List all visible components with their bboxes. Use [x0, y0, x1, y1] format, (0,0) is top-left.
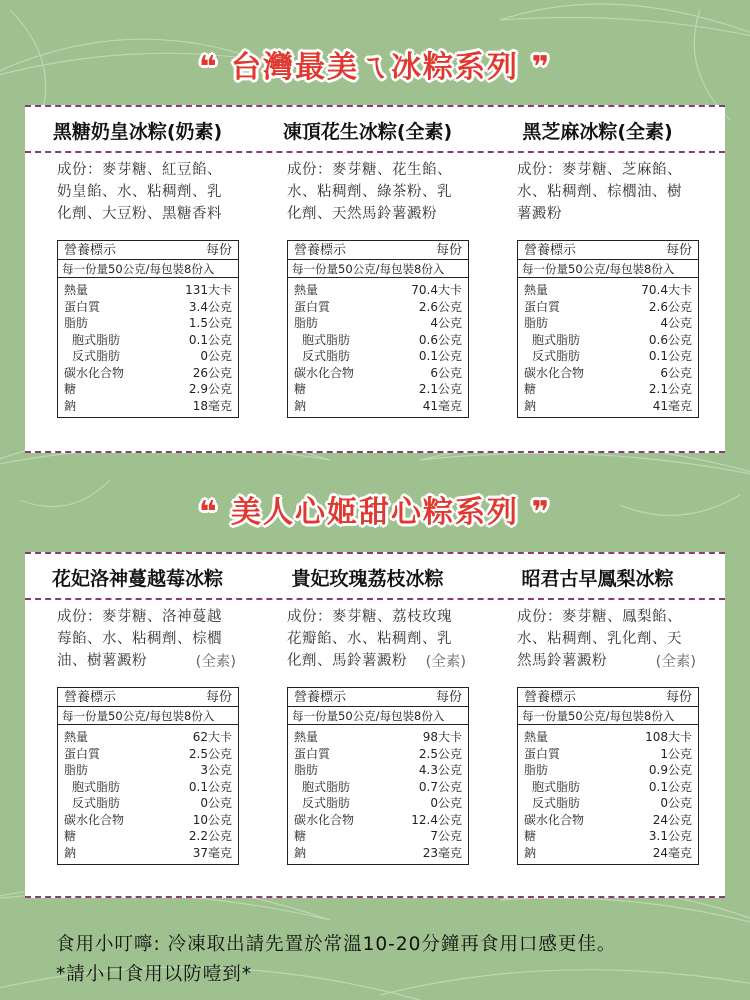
ingredients — [287, 159, 479, 225]
nutrient-value: 3公克 — [200, 763, 232, 777]
nutrient-label: 胞式脂肪 — [302, 779, 351, 794]
nutrition-title: 營養標示 — [524, 243, 577, 258]
nutrient-label: 反式脂肪 — [302, 349, 351, 363]
ingredients-line: 水、粘稠劑、綠茶粉、乳 — [287, 184, 452, 200]
ingredients-line: 水、粘稠劑、乳化劑、天 — [517, 631, 682, 647]
nutrient-label: 碳水化合物 — [524, 812, 585, 827]
nutrient-label: 脂肪 — [294, 763, 319, 777]
nutrient-value: 6公克 — [430, 365, 462, 380]
serving-size: 每一份量50公克/每包裝8份入 — [288, 260, 468, 278]
nutrient-label: 反式脂肪 — [72, 796, 121, 810]
ingredients-line: 化劑、馬鈴薯澱粉 — [287, 653, 407, 669]
nutrient-value: 0.6公克 — [648, 332, 692, 347]
nutrient-value: 1公克 — [660, 746, 692, 761]
quote-open-icon: ❝ — [198, 495, 219, 530]
nutrition-title: 營養標示 — [524, 690, 577, 705]
nutrient-value: 131大卡 — [185, 283, 232, 297]
nutrient-label: 脂肪 — [294, 316, 319, 330]
nutrient-label: 鈉 — [64, 845, 77, 860]
nutrient-value: 41毫克 — [652, 398, 692, 413]
nutrient-label: 蛋白質 — [64, 746, 101, 761]
nutrient-value: 1.5公克 — [188, 316, 232, 330]
nutrient-label: 反式脂肪 — [532, 349, 581, 363]
per-serving-label: 每份 — [665, 243, 692, 258]
nutrient-label: 鈉 — [524, 398, 537, 413]
nutrient-value: 18毫克 — [192, 398, 232, 413]
product-name: 凍頂花生冰粽(全素) — [282, 121, 453, 143]
nutrient-label: 蛋白質 — [524, 299, 561, 314]
nutrient-value: 108大卡 — [645, 730, 692, 744]
ingredients-line: 成份：麥芽糖、洛神蔓越 — [57, 609, 222, 625]
nutrient-value: 2.6公克 — [418, 299, 462, 314]
per-serving-label: 每份 — [665, 690, 692, 705]
product-panel — [25, 105, 725, 453]
nutrient-value: 0.1公克 — [188, 779, 232, 794]
nutrient-label: 反式脂肪 — [302, 796, 351, 810]
ingredients-line: 奶皇餡、水、粘稠劑、乳 — [57, 184, 222, 200]
nutrient-label: 熱量 — [294, 283, 319, 297]
divider — [25, 151, 725, 153]
nutrient-label: 脂肪 — [64, 763, 89, 777]
nutrient-value: 2.6公克 — [648, 299, 692, 314]
per-serving-label: 每份 — [435, 243, 462, 258]
nutrient-label: 蛋白質 — [294, 299, 331, 314]
ingredients-line: 薯澱粉 — [517, 206, 562, 222]
tip-line: 食用小叮嚀: 冷凍取出請先置於常溫10-20分鐘再食用口感更佳。 — [56, 934, 617, 955]
nutrient-label: 脂肪 — [64, 316, 89, 330]
nutrient-value: 4公克 — [660, 316, 692, 330]
nutrition-label — [517, 240, 699, 418]
nutrient-label: 糖 — [64, 829, 77, 843]
series-title — [0, 42, 750, 86]
nutrient-label: 熱量 — [64, 730, 89, 744]
nutrient-value: 0.1公克 — [418, 349, 462, 363]
per-serving-label: 每份 — [435, 690, 462, 705]
ingredients — [57, 159, 249, 225]
ingredients-line: 成份：麥芽糖、花生餡、 — [287, 162, 452, 178]
series-title-text: 台灣最美ㄟ冰粽系列 — [231, 50, 519, 85]
nutrient-value: 3.1公克 — [648, 829, 692, 843]
nutrient-value: 2.1公克 — [418, 382, 462, 396]
diet-tag: (全素) — [195, 654, 236, 670]
nutrient-label: 碳水化合物 — [64, 365, 125, 380]
product-name: 昭君古早鳳梨冰粽 — [521, 568, 674, 590]
nutrient-label: 蛋白質 — [294, 746, 331, 761]
nutrient-label: 碳水化合物 — [294, 365, 355, 380]
nutrient-label: 鈉 — [64, 398, 77, 413]
nutrient-label: 糖 — [294, 829, 307, 843]
nutrient-value: 0.1公克 — [648, 349, 692, 363]
ingredients-line: 莓餡、水、粘稠劑、棕櫚 — [57, 631, 222, 647]
nutrient-value: 0.1公克 — [188, 332, 232, 347]
serving-size: 每一份量50公克/每包裝8份入 — [288, 707, 468, 725]
product-name: 黑糖奶皇冰粽(奶素) — [52, 121, 223, 143]
nutrient-value: 0.7公克 — [418, 779, 462, 794]
nutrient-label: 胞式脂肪 — [532, 779, 581, 794]
nutrient-value: 70.4大卡 — [411, 283, 462, 297]
nutrient-label: 胞式脂肪 — [302, 332, 351, 347]
series-title — [0, 487, 750, 531]
ingredients-line: 成份：麥芽糖、紅豆餡、 — [57, 162, 222, 178]
ingredients-line: 然馬鈴薯澱粉 — [517, 653, 607, 669]
nutrient-label: 碳水化合物 — [524, 365, 585, 380]
nutrient-value: 0公克 — [200, 796, 232, 810]
eating-tips — [56, 930, 716, 990]
nutrient-value: 10公克 — [192, 812, 232, 827]
nutrient-label: 糖 — [294, 382, 307, 396]
nutrient-value: 0公克 — [430, 796, 462, 810]
nutrient-label: 熱量 — [524, 283, 549, 297]
diet-tag: (全素) — [425, 654, 466, 670]
ingredients-line: 花瓣餡、水、粘稠劑、乳 — [287, 631, 452, 647]
nutrient-label: 胞式脂肪 — [532, 332, 581, 347]
nutrient-label: 脂肪 — [524, 763, 549, 777]
nutrient-value: 3.4公克 — [188, 299, 232, 314]
nutrient-label: 蛋白質 — [524, 746, 561, 761]
nutrient-label: 熱量 — [294, 730, 319, 744]
ingredients-line: 成份：麥芽糖、芝麻餡、 — [517, 162, 682, 178]
nutrient-value: 0.1公克 — [648, 779, 692, 794]
serving-size: 每一份量50公克/每包裝8份入 — [58, 707, 238, 725]
serving-size: 每一份量50公克/每包裝8份入 — [58, 260, 238, 278]
ingredients-line: 化劑、大豆粉、黑糖香料 — [57, 206, 222, 222]
ingredients-line: 化劑、天然馬鈴薯澱粉 — [287, 206, 437, 222]
ingredients-line: 成份：麥芽糖、荔枝玫瑰 — [287, 609, 452, 625]
nutrient-value: 2.2公克 — [188, 829, 232, 843]
nutrient-value: 23毫克 — [422, 845, 462, 860]
nutrient-label: 碳水化合物 — [64, 812, 125, 827]
nutrient-value: 41毫克 — [422, 398, 462, 413]
nutrient-value: 0公克 — [660, 796, 692, 810]
nutrition-label — [57, 240, 239, 418]
nutrient-value: 0公克 — [200, 349, 232, 363]
nutrient-label: 鈉 — [524, 845, 537, 860]
nutrition-title: 營養標示 — [64, 690, 117, 705]
nutrition-label — [287, 687, 469, 865]
series-title-text: 美人心姬甜心粽系列 — [231, 495, 519, 530]
nutrient-label: 糖 — [524, 382, 537, 396]
nutrient-value: 4公克 — [430, 316, 462, 330]
nutrient-value: 62大卡 — [192, 730, 232, 744]
product-panel — [25, 552, 725, 898]
divider — [25, 598, 725, 600]
nutrient-label: 糖 — [64, 382, 77, 396]
per-serving-label: 每份 — [205, 243, 232, 258]
ingredients-line: 水、粘稠劑、棕櫚油、樹 — [517, 184, 682, 200]
nutrient-label: 蛋白質 — [64, 299, 101, 314]
nutrient-value: 0.9公克 — [648, 763, 692, 777]
nutrient-value: 2.5公克 — [418, 746, 462, 761]
nutrient-value: 24毫克 — [652, 845, 692, 860]
nutrient-label: 胞式脂肪 — [72, 779, 121, 794]
nutrient-value: 70.4大卡 — [641, 283, 692, 297]
nutrient-label: 脂肪 — [524, 316, 549, 330]
nutrient-value: 2.5公克 — [188, 746, 232, 761]
nutrient-value: 2.1公克 — [648, 382, 692, 396]
nutrient-label: 鈉 — [294, 398, 307, 413]
nutrient-label: 反式脂肪 — [532, 796, 581, 810]
nutrient-value: 26公克 — [192, 365, 232, 380]
nutrition-title: 營養標示 — [294, 690, 347, 705]
quote-close-icon: ❞ — [531, 495, 552, 530]
ingredients-line: 成份：麥芽糖、鳳梨餡、 — [517, 609, 682, 625]
serving-size: 每一份量50公克/每包裝8份入 — [518, 260, 698, 278]
nutrient-value: 6公克 — [660, 365, 692, 380]
diet-tag: (全素) — [655, 654, 696, 670]
nutrient-value: 4.3公克 — [418, 763, 462, 777]
nutrition-label — [517, 687, 699, 865]
quote-close-icon: ❞ — [531, 50, 552, 85]
serving-size: 每一份量50公克/每包裝8份入 — [518, 707, 698, 725]
nutrient-value: 0.6公克 — [418, 332, 462, 347]
nutrient-value: 7公克 — [430, 829, 462, 843]
nutrient-label: 熱量 — [64, 283, 89, 297]
quote-open-icon: ❝ — [198, 50, 219, 85]
nutrient-label: 胞式脂肪 — [72, 332, 121, 347]
ingredients — [517, 159, 709, 225]
nutrition-label — [287, 240, 469, 418]
nutrient-label: 碳水化合物 — [294, 812, 355, 827]
nutrient-value: 2.9公克 — [188, 382, 232, 396]
product-name: 貴妃玫瑰荔枝冰粽 — [291, 568, 444, 590]
nutrition-title: 營養標示 — [64, 243, 117, 258]
nutrition-title: 營養標示 — [294, 243, 347, 258]
nutrient-value: 98大卡 — [422, 730, 462, 744]
tip-line: *請小口食用以防噎到* — [56, 964, 253, 985]
nutrient-value: 12.4公克 — [411, 812, 462, 827]
nutrition-label — [57, 687, 239, 865]
nutrient-label: 熱量 — [524, 730, 549, 744]
nutrient-value: 24公克 — [652, 812, 692, 827]
nutrient-label: 反式脂肪 — [72, 349, 121, 363]
ingredients-line: 油、樹薯澱粉 — [57, 653, 147, 669]
per-serving-label: 每份 — [205, 690, 232, 705]
product-name: 花妃洛神蔓越莓冰粽 — [51, 568, 223, 590]
product-name: 黑芝麻冰粽(全素) — [522, 121, 673, 143]
nutrient-label: 鈉 — [294, 845, 307, 860]
nutrient-label: 糖 — [524, 829, 537, 843]
nutrient-value: 37毫克 — [192, 845, 232, 860]
